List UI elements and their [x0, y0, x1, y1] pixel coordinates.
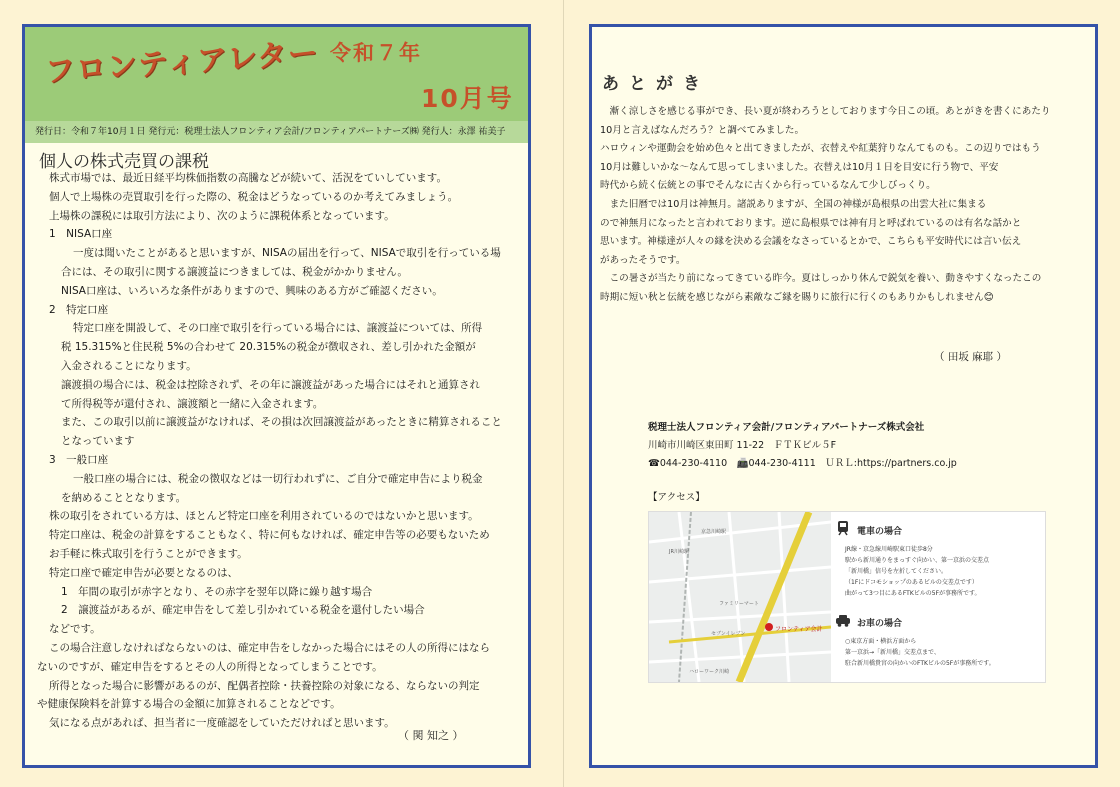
article-line: 株式市場では、最近日経平均株価指数の高騰などが続いて、活況をていしています。 — [49, 172, 447, 184]
article-line: 上場株の課税には取引方法により、次のように課税体系となっています。 — [49, 209, 395, 222]
newsletter-title: フロンティアレター — [44, 35, 321, 90]
car-directions — [845, 636, 995, 669]
company-address: 川崎市川崎区東田町 11-22 ＦＴＫビル５F — [648, 440, 837, 451]
left-page — [22, 24, 531, 768]
afterword-line: 時期に短い秋と伝統を感じながら素敵なご縁を賜りに旅行に行くのもありかもしれません😊 — [600, 291, 994, 303]
afterword-line: この暑さが当たり前になってきている昨今。夏はしっかり休んで鋭気を養い、動きやすくなったこの — [600, 273, 1042, 285]
car-heading: お車の場合 — [857, 619, 903, 629]
article-line: て所得税等が還付され、譲渡額と一緒に入金されます。 — [61, 397, 324, 410]
train-line: （1Fにドコモショップのあるビルの交差点です） — [845, 579, 978, 586]
article-line: 特定口座を開設して、その口座で取引を行っている場合には、譲渡益については、所得 — [73, 322, 483, 335]
article-line: 1 年間の取引が赤字となり、その赤字を翌年以降に繰り越す場合 — [61, 585, 373, 598]
article-line: 税 15.315%と住民税 5%の合わせて 20.315%の税金が徴収され、差し引かれた金額が — [61, 341, 476, 354]
article-title: 個人の株式売買の課税 — [39, 152, 209, 172]
newsletter-era: 令和７年 — [330, 41, 422, 65]
map-label-shop3: ハローワーク川崎 — [689, 669, 730, 675]
train-line: JR線・京急線川崎駅東口徒歩8分 — [845, 546, 933, 553]
map-label-shop2: セブンイレブン — [711, 631, 746, 637]
article-line: 入金されることになります。 — [61, 359, 197, 372]
article-line: また、この取引以前に譲渡益がなければ、その損は次回譲渡益があったときに精算されること — [61, 416, 502, 429]
article-line: 所得となった場合に影響があるのが、配偶者控除・扶養控除の対象になる、ならないの判定 — [49, 679, 480, 692]
right-page — [589, 24, 1098, 768]
article-line: 気になる点があれば、担当者に一度確認をしていただければと思います。 — [49, 717, 395, 730]
article-line: 特定口座で確定申告が必要となるのは、 — [49, 566, 238, 579]
article-line: となっています — [61, 435, 135, 448]
afterword-line: 10月と言えばなんだろう？と調べてみました。 — [600, 124, 805, 136]
afterword-title: あとがき — [602, 74, 710, 94]
article-line: お手軽に株式取引を行うことができます。 — [49, 547, 248, 560]
company-contact: ☎044-230-4110 📠044-230-4111 ＵＲＬ:https://partners.co.jp — [648, 458, 957, 469]
newsletter-issue: 10月号 — [421, 84, 514, 113]
company-name: 税理士法人フロンティア会計/フロンティアパートナーズ株式会社 — [648, 422, 925, 433]
article-signature: （ 関 知之 ） — [398, 729, 464, 742]
article-line: 合には、その取引に関する譲渡益につきましては、税金がかかりません。 — [61, 265, 408, 278]
article-line: を納めることとなります。 — [61, 491, 187, 504]
article-line: 3 一般口座 — [49, 453, 109, 466]
publication-info: 発行日：令和７年10月１日 発行元：税理士法人フロンティア会計/フロンティアパートナーズ㈱ 発行人：永澤 祐美子 — [25, 121, 528, 143]
afterword-line: 漸く涼しさを感じる事ができ、長い夏が終わろうとしております今日この頃。あとがきを書くにあたり — [600, 106, 1051, 117]
article-line: 一度は聞いたことがあると思いますが、NISAの届出を行って、NISAで取引を行っている場 — [73, 247, 501, 260]
map-pin-office: フロンティア会計 — [775, 626, 823, 633]
afterword-line: 思います。神様達が人々の縁を決める会議をなさっているとかで、こちらも平安時代には言い伝え — [600, 236, 1022, 248]
article-line: ないのですが、確定申告をするとその人の所得となってしまうことです。 — [37, 660, 383, 673]
car-line: 駐合新川橋貴宮の向かいのFTKビルの5Fが事務所です。 — [845, 660, 995, 667]
car-line: 第一京浜→「新川橋」交差点まで、 — [845, 649, 940, 656]
article-line: NISA口座は、いろいろな条件がありますので、興味のある方がご確認ください。 — [61, 284, 443, 297]
article-line: 一般口座の場合には、税金の徴収などは一切行われずに、ご自分で確定申告により税金 — [73, 472, 483, 485]
article-line: などです。 — [49, 623, 101, 636]
page-gap — [563, 0, 564, 787]
article-line: 株の取引をされている方は、ほとんど特定口座を利用されているのではないかと思います。 — [49, 510, 479, 523]
article-line: 2 譲渡益があるが、確定申告をして差し引かれている税金を還付したい場合 — [61, 604, 425, 617]
article-line: 1 NISA口座 — [49, 228, 113, 241]
car-icon — [835, 612, 851, 628]
train-line: 駅から新川通りをまっすぐ向かい、第一京浜の交差点 — [845, 557, 990, 564]
train-line: 「新川橋」信号を左折してください。 — [845, 568, 948, 575]
train-line: 曲がって3つ目にあるFTKビルの5Fが事務所です。 — [845, 590, 981, 597]
train-directions — [845, 544, 989, 599]
afterword-line: ので神無月になったと言われております。逆に島根県では神有月と呼ばれているのは有名な話かと — [600, 217, 1022, 229]
afterword-signature: （ 田坂 麻耶 ） — [934, 351, 1008, 363]
map-label-jr: JR川崎駅 — [669, 549, 689, 555]
afterword-line: 10月は難しいかな～なんて思ってしまいました。衣替えは10月１日を目安に行う物で、平安 — [600, 161, 999, 173]
car-line: ○東京方面・横浜方面から — [845, 638, 917, 645]
afterword-line: があったそうです。 — [600, 254, 686, 266]
map-graphic — [649, 512, 831, 682]
afterword-line: また旧暦では10月は神無月。諸説ありますが、全国の神様が島根県の出雲大社に集まる — [600, 198, 987, 210]
access-map — [649, 512, 831, 682]
article-line: この場合注意しなければならないのは、確定申告をしなかった場合にはその人の所得にはなら — [49, 641, 490, 654]
afterword-line: 時代から続く伝統との事でそんなに古くから行っているなんて少しびっくり。 — [600, 180, 936, 192]
map-label-keikyu: 京急川崎駅 — [701, 529, 727, 535]
article-line: 個人で上場株の売買取引を行った際の、税金はどうなっているのか考えてみましょう。 — [49, 190, 459, 203]
article-line: や健康保険料を計算する場合の金額に加算されることなどです。 — [37, 698, 341, 711]
article-line: 2 特定口座 — [49, 303, 109, 316]
afterword-line: ハロウィンや運動会を始め色々と出てきましたが、衣替えや紅葉狩りなんてものも。この辺りではもう — [600, 143, 1041, 155]
article-line: 譲渡損の場合には、税金は控除されず、その年に譲渡益があった場合にはそれと通算され — [61, 378, 481, 391]
access-label: 【アクセス】 — [648, 492, 705, 503]
article-body — [37, 169, 523, 733]
company-info — [648, 419, 957, 473]
article-line: 特定口座は、税金の計算をすることもなく、特に何もなければ、確定申告等の必要もないため — [49, 529, 490, 542]
newsletter-header — [25, 27, 528, 121]
train-heading: 電車の場合 — [857, 527, 903, 537]
access-info — [831, 512, 1045, 682]
afterword-body — [600, 103, 1092, 308]
map-label-shop1: ファミリーマート — [719, 601, 759, 607]
access-map-panel — [648, 511, 1046, 683]
train-icon — [835, 520, 851, 536]
